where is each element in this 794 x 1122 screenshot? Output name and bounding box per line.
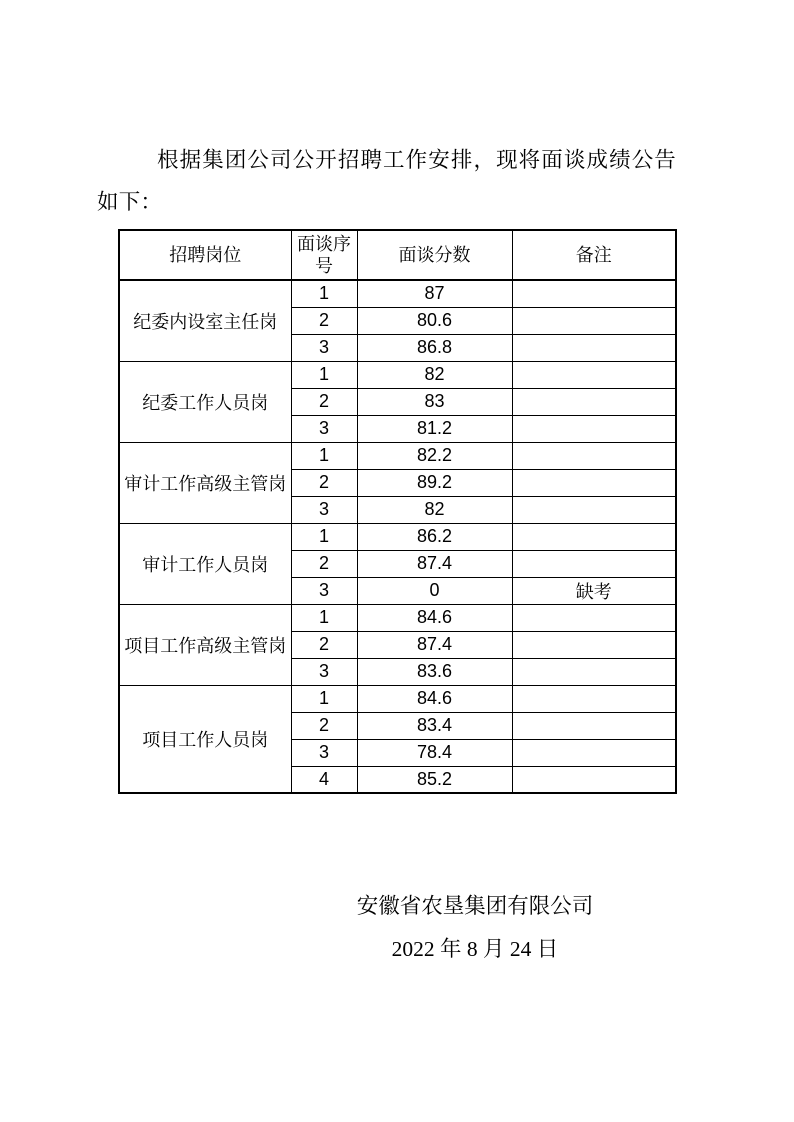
score-cell: 82 [357,361,512,388]
score-cell: 84.6 [357,604,512,631]
note-cell [512,766,676,793]
note-cell [512,604,676,631]
table-row [119,523,676,550]
score-cell: 87 [357,280,512,307]
seq-cell: 3 [291,739,357,766]
score-cell: 83 [357,388,512,415]
note-cell [512,550,676,577]
score-cell: 86.2 [357,523,512,550]
seq-cell: 3 [291,415,357,442]
position-cell: 审计工作人员岗 [119,523,291,604]
column-header-0: 招聘岗位 [119,230,291,280]
note-cell [512,631,676,658]
score-cell: 80.6 [357,307,512,334]
score-cell: 82.2 [357,442,512,469]
score-cell: 78.4 [357,739,512,766]
note-cell [512,334,676,361]
seq-cell: 3 [291,658,357,685]
seq-cell: 1 [291,685,357,712]
note-cell: 缺考 [512,577,676,604]
seq-cell: 3 [291,496,357,523]
seq-cell: 2 [291,712,357,739]
scores-table [118,229,677,794]
seq-cell: 3 [291,334,357,361]
seq-cell: 1 [291,361,357,388]
seq-cell: 1 [291,523,357,550]
position-cell: 纪委内设室主任岗 [119,280,291,361]
table-row [119,442,676,469]
note-cell [512,442,676,469]
score-cell: 84.6 [357,685,512,712]
score-cell: 82 [357,496,512,523]
signature-company: 安徽省农垦集团有限公司 [356,894,594,918]
header-row [119,230,676,280]
seq-cell: 2 [291,388,357,415]
score-cell: 85.2 [357,766,512,793]
table-row [119,280,676,307]
column-header-3: 备注 [512,230,676,280]
seq-cell: 2 [291,550,357,577]
note-cell [512,523,676,550]
seq-cell: 2 [291,631,357,658]
note-cell [512,307,676,334]
score-cell: 87.4 [357,550,512,577]
table-row [119,604,676,631]
column-header-1: 面谈序号 [291,230,357,280]
seq-cell: 1 [291,280,357,307]
intro-paragraph: 根据集团公司公开招聘工作安排，现将面谈成绩公告如下： [97,148,676,214]
seq-cell: 4 [291,766,357,793]
note-cell [512,496,676,523]
note-cell [512,280,676,307]
note-cell [512,658,676,685]
note-cell [512,739,676,766]
note-cell [512,361,676,388]
seq-cell: 1 [291,442,357,469]
score-cell: 86.8 [357,334,512,361]
table-row [119,685,676,712]
score-cell: 0 [357,577,512,604]
position-cell: 项目工作人员岗 [119,685,291,793]
seq-cell: 2 [291,469,357,496]
seq-cell: 1 [291,604,357,631]
note-cell [512,685,676,712]
seq-cell: 2 [291,307,357,334]
note-cell [512,388,676,415]
score-cell: 89.2 [357,469,512,496]
signature-date: 2022 年 8 月 24 日 [391,937,559,961]
score-cell: 87.4 [357,631,512,658]
note-cell [512,415,676,442]
position-cell: 项目工作高级主管岗 [119,604,291,685]
note-cell [512,469,676,496]
score-cell: 83.4 [357,712,512,739]
signature-block [97,885,676,971]
column-header-2: 面谈分数 [357,230,512,280]
table-row [119,361,676,388]
position-cell: 审计工作高级主管岗 [119,442,291,523]
seq-cell: 3 [291,577,357,604]
score-cell: 81.2 [357,415,512,442]
note-cell [512,712,676,739]
score-cell: 83.6 [357,658,512,685]
position-cell: 纪委工作人员岗 [119,361,291,442]
